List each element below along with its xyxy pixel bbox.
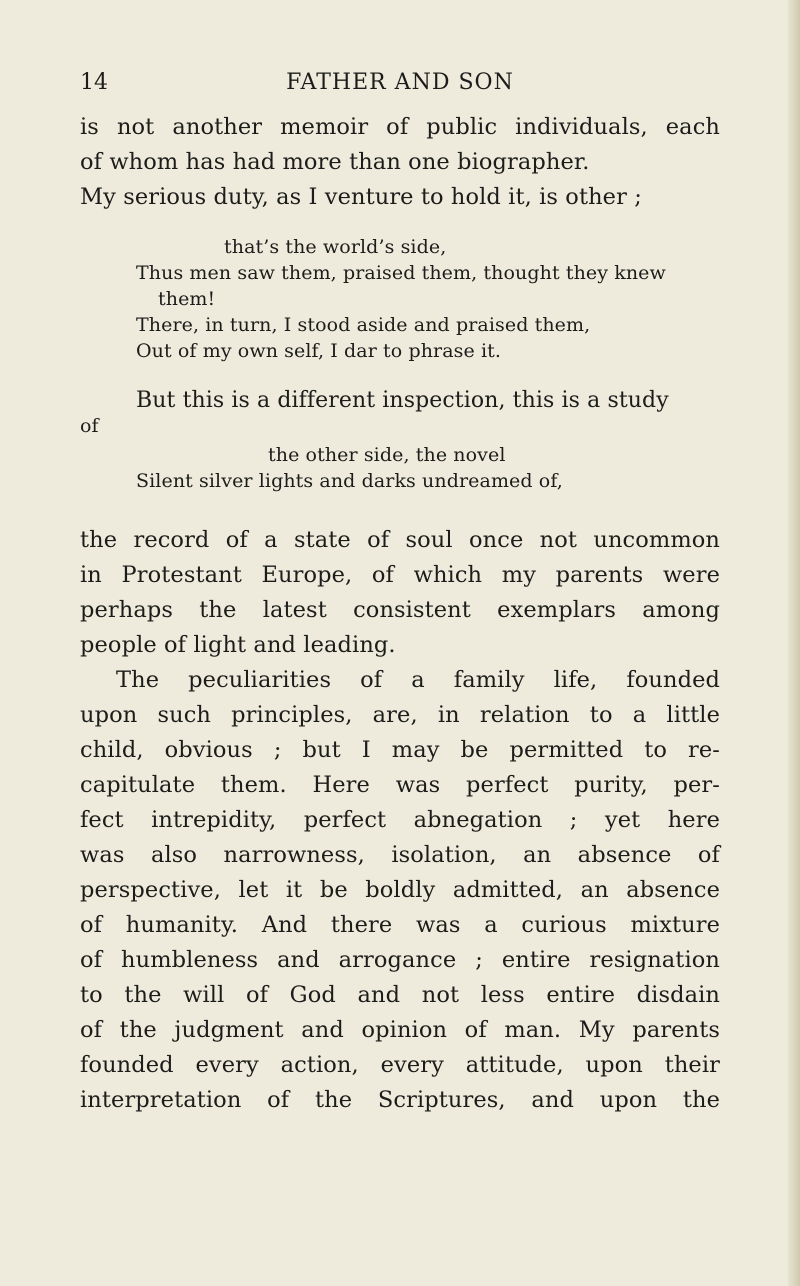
page-number: 14 (80, 70, 108, 95)
text-line: The peculiarities of a family life, founded (116, 667, 720, 693)
verse-line: Out of my own self, I dar to phrase it. (136, 340, 502, 362)
page-header (80, 66, 720, 100)
verse-line: Silent silver lights and darks undreamed of, (136, 470, 563, 492)
verse-line: There, in turn, I stood aside and praised them, (136, 314, 591, 336)
verse-line: Thus men saw them, praised them, thought they knew (136, 262, 666, 284)
page-edge-shadow (788, 0, 800, 1286)
verse-line: that’s the world’s side, (224, 236, 447, 258)
text-line: of the judgment and opinion of man. My parents (80, 1017, 720, 1043)
text-line: is not another memoir of public individuals, each (80, 114, 720, 140)
text-line: perhaps the latest consistent exemplars among (80, 597, 720, 623)
text-line: of humbleness and arrogance ; entire resignation (80, 947, 720, 973)
text-line: interpretation of the Scriptures, and upon the (80, 1087, 720, 1113)
verse-line: But this is a different inspection, this is a study (136, 388, 669, 413)
text-line: of whom has had more than one biographer. (80, 149, 590, 175)
text-line: the record of a state of soul once not uncommon (80, 527, 720, 553)
text-line: founded every action, every attitude, upon their (80, 1052, 720, 1078)
text-line: perspective, let it be boldly admitted, an absence (80, 877, 720, 903)
text-line: upon such principles, are, in relation to a little (80, 702, 720, 728)
text-line: capitulate them. Here was perfect purity, per- (80, 772, 720, 798)
verse-line: the other side, the novel (268, 444, 506, 466)
text-line: My serious duty, as I venture to hold it, is other ; (80, 184, 642, 210)
text-line: fect intrepidity, perfect abnegation ; yet here (80, 807, 720, 833)
running-head: FATHER AND SON (286, 70, 514, 95)
text-line: people of light and leading. (80, 632, 396, 658)
text-line: in Protestant Europe, of which my parents were (80, 562, 720, 588)
text-line: child, obvious ; but I may be permitted to re- (80, 737, 720, 763)
text-line: was also narrowness, isolation, an absence of (80, 842, 720, 868)
text-line: of humanity. And there was a curious mixture (80, 912, 720, 938)
verse-line: of (80, 415, 99, 437)
verse-line: them! (158, 288, 216, 310)
text-line: to the will of God and not less entire disdain (80, 982, 720, 1008)
